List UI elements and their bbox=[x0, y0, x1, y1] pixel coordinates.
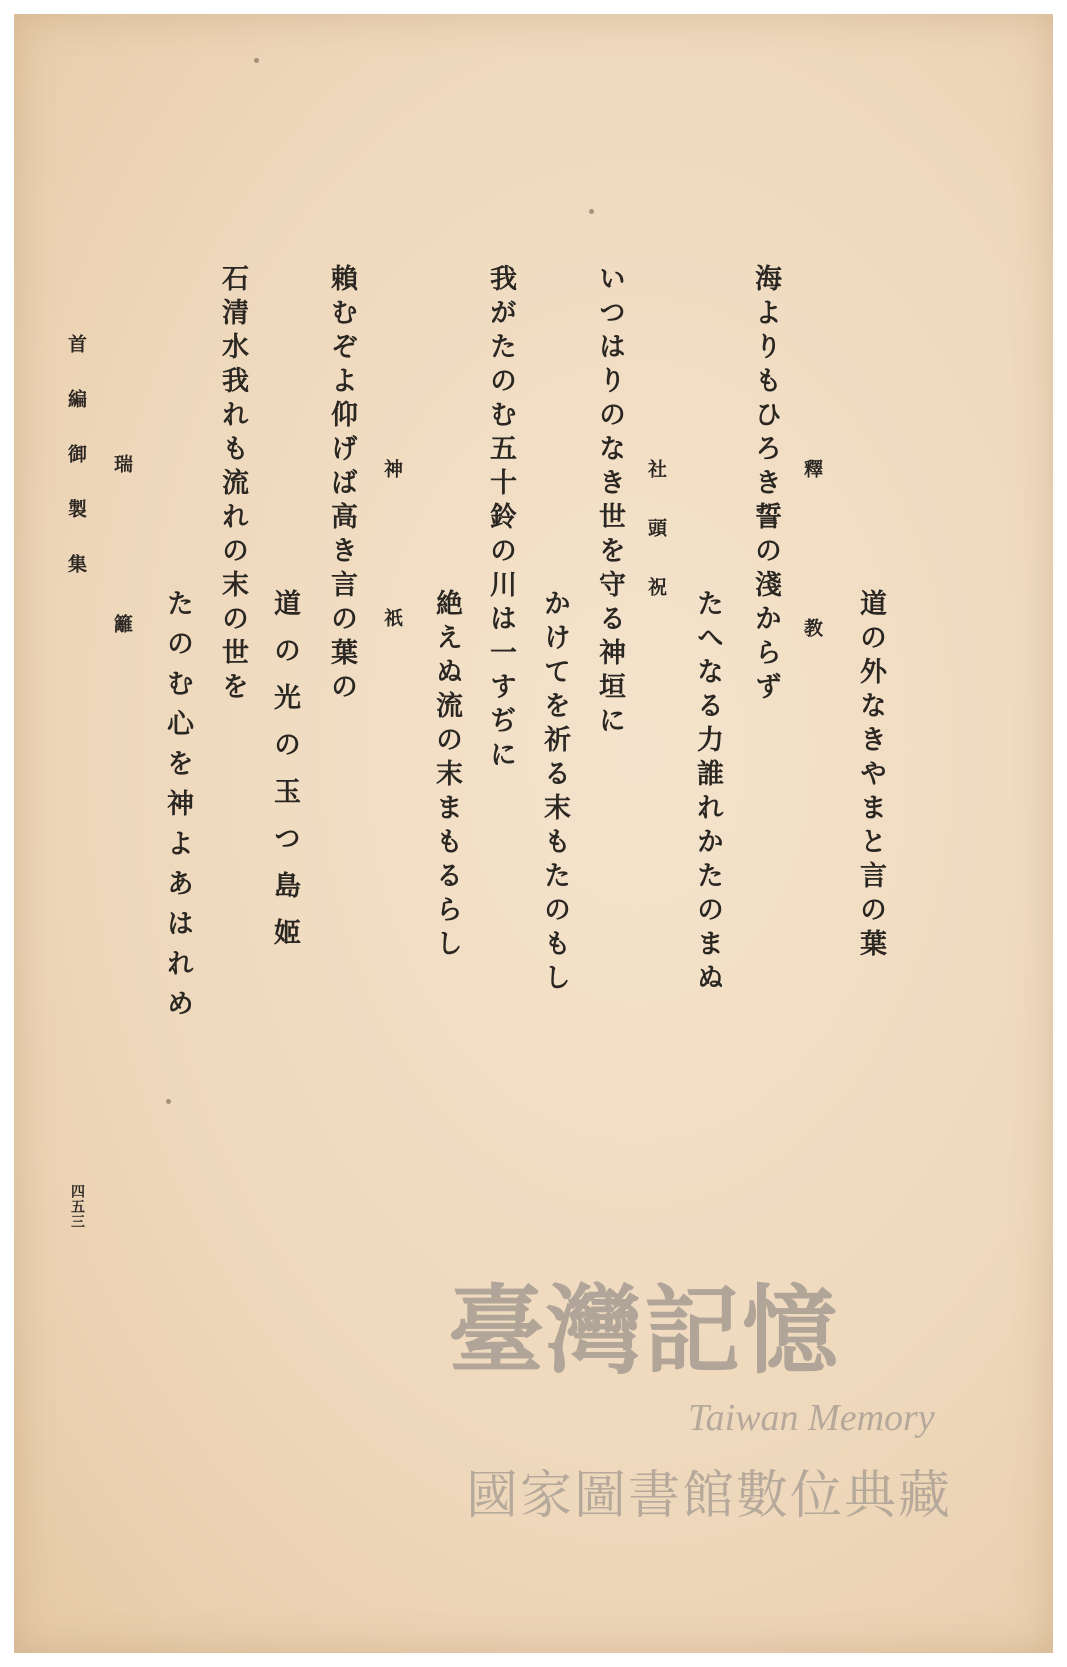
watermark-subtitle: 國家圖書館數位典藏 bbox=[466, 1467, 953, 1525]
poem-line-6: 我がたのむ五十鈴の川は一すぢに bbox=[485, 264, 516, 774]
section-heading-shakkyo: 釋教 bbox=[801, 459, 823, 777]
poem-line-4: いつはりのなき世を守る神垣に bbox=[594, 264, 625, 740]
collection-title-part-2: 籬 bbox=[111, 614, 133, 633]
running-header: 首編御製集 bbox=[65, 334, 87, 609]
page-number: 四五三 bbox=[69, 1184, 85, 1229]
poem-line-1: 道の外なきやまと言の葉 bbox=[855, 589, 886, 963]
section-heading-shato: 社頭祝 bbox=[645, 459, 667, 636]
poem-line-3: たへなる力誰れかたのまぬ bbox=[692, 589, 723, 997]
poem-line-9: 道の光の玉つ島姬 bbox=[269, 589, 300, 965]
poem-line-11: たのむ心を神よあはれめ bbox=[162, 589, 193, 1029]
watermark-chinese: 臺灣記憶 bbox=[448, 1274, 840, 1387]
poem-line-10: 石清水我れも流れの末の世を bbox=[217, 264, 248, 706]
watermark-english: Taiwan Memory bbox=[688, 1397, 935, 1439]
poem-line-2: 海よりもひろき誓の淺からず bbox=[750, 264, 781, 706]
poem-line-5: かけてを祈る末もたのもし bbox=[539, 589, 570, 997]
poem-line-7: 絶えぬ流の末まもるらし bbox=[431, 589, 462, 963]
section-heading-jingi: 神祇 bbox=[381, 459, 403, 757]
poem-line-8: 賴むぞよ仰げば高き言の葉の bbox=[326, 264, 357, 706]
collection-title-part-1: 瑞 bbox=[111, 454, 133, 473]
